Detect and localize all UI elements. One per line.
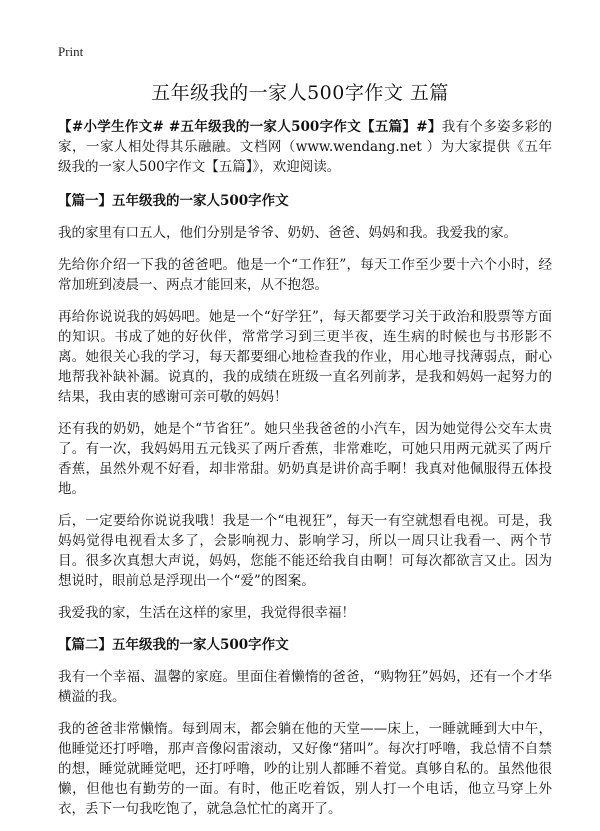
section-1-paragraph-4: 还有我的奶奶，她是个“节省狂”。她只坐我爸爸的小汽车，因为她觉得公交车太贵了。有一次，我妈妈用五元钱买了两斤香蕉，非常难吃，可她只用两元就买了两斤香蕉，虽然外观不好看，却非常甜。奶奶真是讲价高手啊！我真对他佩服得五体投地。 <box>58 421 552 497</box>
section-heading-2: 【篇二】五年级我的一家人500字作文 <box>58 637 289 653</box>
intro-paragraph <box>58 117 552 177</box>
print-link[interactable]: Print <box>58 44 84 59</box>
section-1-paragraph-3: 再给你说说我的妈妈吧。她是一个“好学狂”，每天都要学习关于政治和股票等方面的知识。书成了她的好伙伴，常常学习到三更半夜，连生病的时候也与书形影不离。她很关心我的学习，每天都要细心地检查我的作业，用心地寻找薄弱点，耐心地帮我补缺补漏。说真的，我的成绩在班级一直名列前茅，是我和妈妈一起努力的结果，我由衷的感谢可亲可敬的妈妈！ <box>58 309 552 405</box>
section-2-paragraph-1: 我有一个幸福、温馨的家庭。里面住着懒惰的爸爸，“购物狂”妈妈，还有一个才华横溢的我。 <box>58 669 552 705</box>
document-body <box>58 117 552 831</box>
section-1-paragraph-6: 我爱我的家，生活在这样的家里，我觉得很幸福！ <box>58 605 355 621</box>
intro-tag: 【#小学生作文# #五年级我的一家人500字作文【五篇】#】 <box>58 119 442 135</box>
intro-text: 我有个多姿多彩的家，一家人相处得其乐融融。文档网（www.wendang.net ）为大家提供《五年级我的一家人500字作文【五篇】》，欢迎阅读。 <box>58 119 552 175</box>
document-title: 五年级我的一家人500字作文 五篇 <box>151 82 449 104</box>
section-1-paragraph-1: 我的家里有口五人，他们分别是爷爷、奶奶、爸爸、妈妈和我。我爱我的家。 <box>58 225 517 241</box>
section-1-paragraph-5: 后，一定要给你说说我哦！我是一个“电视狂”，每天一有空就想看电视。可是，我妈妈觉得电视看太多了，会影响视力、影响学习，所以一周只让我看一、两个节目。很多次真想大声说，妈妈，您能不能还给我自由啊！可每次都欲言又止。因为想说时，眼前总是浮现出一个“爱”的图案。 <box>58 513 552 589</box>
section-heading-1: 【篇一】五年级我的一家人500字作文 <box>58 193 289 209</box>
section-1-paragraph-2: 先给你介绍一下我的爸爸吧。他是一个“工作狂”，每天工作至少要十六个小时，经常加班到凌晨一、两点才能回来，从不抱怨。 <box>58 257 552 293</box>
section-2-paragraph-2: 我的爸爸非常懒惰。每到周末，都会躺在他的天堂——床上，一睡就睡到大中午，他睡觉还打呼噜，那声音像闷雷滚动，又好像“猪叫”。每次打呼噜，我总情不自禁的想，睡觉就睡觉吧，还打呼噜，吵的让别人都睡不着觉。真够自私的。虽然他很懒，但他也有勤劳的一面。有时，他正吃着饭，别人打一个电话，他立马穿上外衣，丢下一句我吃饱了，就急急忙忙的离开了。 <box>58 721 552 817</box>
